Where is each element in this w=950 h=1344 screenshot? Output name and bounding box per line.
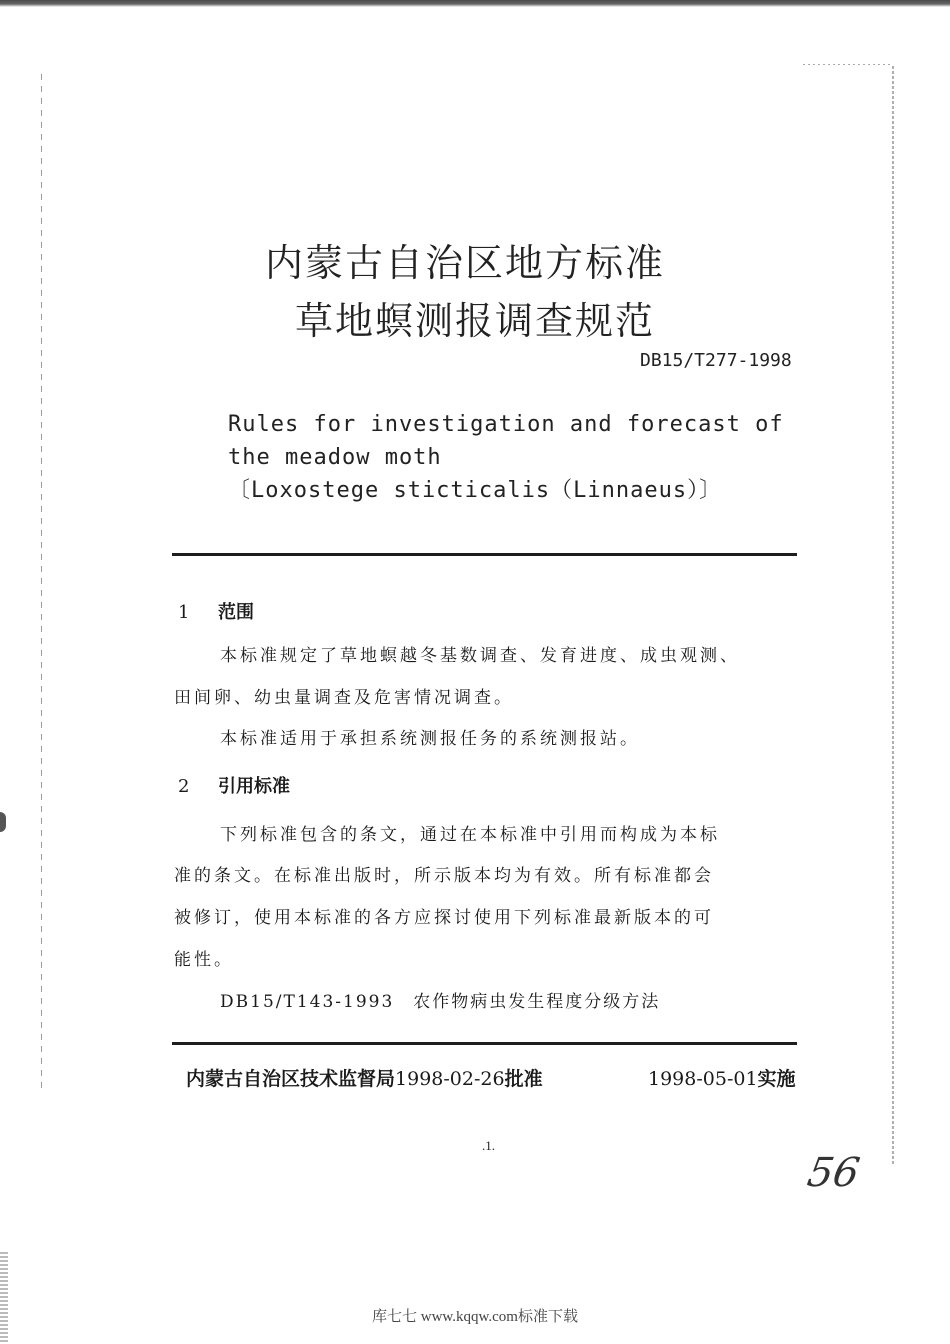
- paragraph: 本标准适用于承担系统测报任务的系统测报站。: [220, 729, 640, 749]
- scan-margin-line: [892, 66, 894, 1166]
- section-heading-scope: [178, 598, 254, 624]
- section-number: 2: [178, 776, 190, 797]
- page-number: .1.: [482, 1138, 495, 1153]
- watermark: 库七七 www.kqqw.com标准下载: [372, 1309, 578, 1325]
- section-number: 1: [178, 602, 190, 623]
- document-title-line2: 草地螟测报调查规范: [294, 299, 655, 343]
- implementation-label: 实施: [757, 1068, 796, 1090]
- english-title-line: 〔Loxostege sticticalis（Linnaeus）〕: [228, 478, 723, 503]
- paragraph: 田间卵、幼虫量调查及危害情况调查。: [174, 688, 514, 708]
- document-title-line1: 内蒙古自治区地方标准: [264, 241, 665, 285]
- scan-edge: [0, 1252, 8, 1344]
- scan-edge: [0, 0, 950, 7]
- paragraph: 被修订，使用本标准的各方应探讨使用下列标准最新版本的可: [174, 908, 714, 928]
- scan-margin-line: [803, 64, 893, 65]
- section-title: 范围: [218, 602, 254, 623]
- approval-date: 1998-02-26: [395, 1068, 505, 1090]
- implementation-date: 1998-05-01: [648, 1068, 758, 1090]
- referenced-standard: DB15/T143-1993 农作物病虫发生程度分级方法: [220, 992, 661, 1012]
- scan-margin-line: [41, 74, 42, 1094]
- scan-hole-mark: [0, 812, 6, 832]
- paragraph: 本标准规定了草地螟越冬基数调查、发育进度、成虫观测、: [220, 646, 740, 666]
- approval-info: [186, 1064, 543, 1091]
- english-title-line: the meadow moth: [228, 445, 442, 470]
- standard-code: DB15/T277-1998: [640, 350, 792, 371]
- paragraph: 下列标准包含的条文，通过在本标准中引用而构成为本标: [220, 825, 720, 845]
- paragraph: 能性。: [174, 950, 234, 970]
- approval-label: 批准: [504, 1068, 543, 1090]
- section-heading-references: [178, 772, 290, 798]
- english-title: [228, 408, 828, 507]
- handwritten-note: 56: [803, 1150, 863, 1196]
- divider: [172, 553, 797, 556]
- divider: [172, 1042, 797, 1045]
- paragraph: 准的条文。在标准出版时，所示版本均为有效。所有标准都会: [174, 866, 714, 886]
- issuing-authority: 内蒙古自治区技术监督局: [186, 1068, 396, 1090]
- implementation-info: [648, 1064, 796, 1091]
- section-title: 引用标准: [218, 776, 290, 797]
- english-title-line: Rules for investigation and forecast of: [228, 412, 784, 437]
